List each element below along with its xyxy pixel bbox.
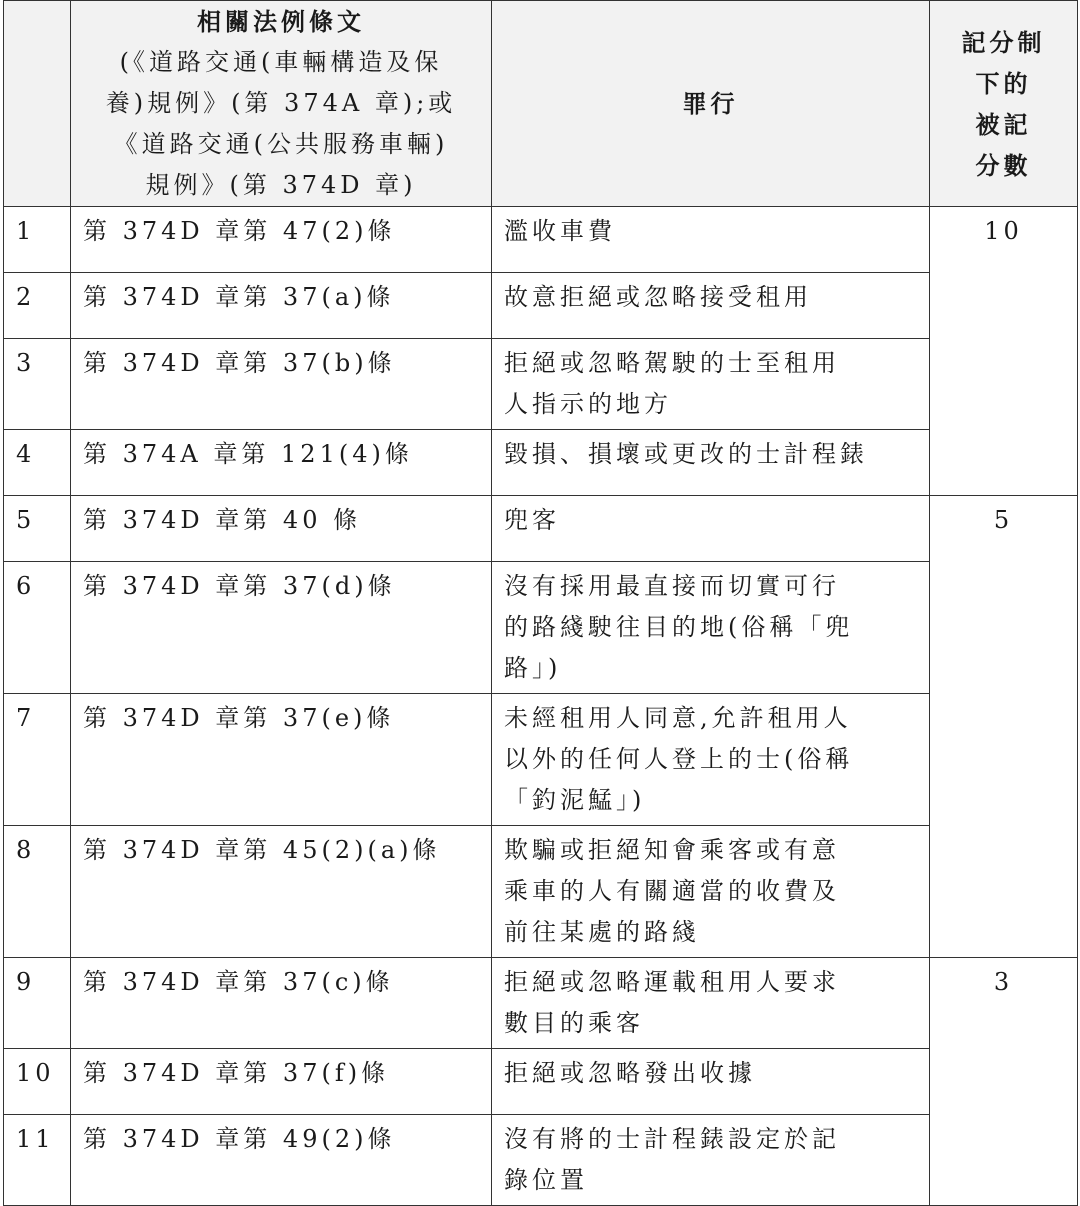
table-row [4, 826, 1078, 958]
header-points-line: 下的 [975, 68, 1032, 98]
table-body [4, 207, 1078, 1206]
offence-description [492, 1115, 930, 1206]
offence-line: 的路綫駛往目的地(俗稱「兜 [504, 613, 854, 641]
offence-description [492, 826, 930, 958]
header-points-line: 記分制 [961, 27, 1046, 57]
table-row [4, 694, 1078, 826]
row-number: 6 [4, 562, 71, 694]
offence-line: 錄位置 [504, 1166, 588, 1194]
row-number: 11 [4, 1115, 71, 1206]
row-number: 9 [4, 958, 71, 1049]
header-row [4, 1, 1078, 207]
offence-line: 欺騙或拒絕知會乘客或有意 [504, 836, 840, 864]
table-row [4, 958, 1078, 1049]
header-index [4, 1, 71, 207]
header-points-line: 分數 [975, 150, 1032, 180]
header-offence [492, 1, 930, 207]
offence-line: 沒有採用最直接而切實可行 [504, 572, 840, 600]
row-number: 3 [4, 339, 71, 430]
table-row [4, 496, 1078, 562]
offence-line: 兜客 [504, 506, 560, 534]
table-row [4, 339, 1078, 430]
row-number: 5 [4, 496, 71, 562]
row-number: 7 [4, 694, 71, 826]
row-number: 2 [4, 273, 71, 339]
law-provision: 第 374D 章第 37(d)條 [71, 562, 492, 694]
law-provision: 第 374D 章第 49(2)條 [71, 1115, 492, 1206]
table-row [4, 1049, 1078, 1115]
offence-line: 路」) [504, 654, 562, 682]
offence-line: 故意拒絕或忽略接受租用 [504, 283, 812, 311]
offence-line: 拒絕或忽略運載租用人要求 [504, 968, 840, 996]
header-law [71, 1, 492, 207]
table-row [4, 1115, 1078, 1206]
law-provision: 第 374D 章第 37(c)條 [71, 958, 492, 1049]
header-law-line: 《道路交通(公共服務車輛) [113, 130, 449, 158]
law-provision: 第 374D 章第 37(e)條 [71, 694, 492, 826]
header-law-title: 相關法例條文 [197, 7, 365, 36]
offence-line: 濫收車費 [504, 217, 616, 245]
header-points-line: 被記 [975, 109, 1032, 139]
offence-line: 「釣泥鯭」) [504, 786, 646, 814]
table-row [4, 273, 1078, 339]
law-provision: 第 374D 章第 40 條 [71, 496, 492, 562]
offence-line: 拒絕或忽略駕駛的士至租用 [504, 349, 840, 377]
demerit-points-value: 5 [930, 496, 1078, 958]
demerit-points-value: 10 [930, 207, 1078, 496]
demerit-points-table [3, 0, 1078, 1206]
table-row [4, 562, 1078, 694]
header-points [930, 1, 1078, 207]
header-offence-label: 罪行 [682, 89, 739, 118]
law-provision: 第 374A 章第 121(4)條 [71, 430, 492, 496]
law-provision: 第 374D 章第 45(2)(a)條 [71, 826, 492, 958]
demerit-points-value: 3 [930, 958, 1078, 1206]
offence-description [492, 694, 930, 826]
offence-line: 人指示的地方 [504, 390, 672, 418]
table-row [4, 207, 1078, 273]
offence-line: 拒絕或忽略發出收據 [504, 1059, 756, 1087]
offence-description [492, 430, 930, 496]
offence-description [492, 562, 930, 694]
law-provision: 第 374D 章第 47(2)條 [71, 207, 492, 273]
row-number: 10 [4, 1049, 71, 1115]
law-provision: 第 374D 章第 37(a)條 [71, 273, 492, 339]
offence-line: 沒有將的士計程錶設定於記 [504, 1125, 840, 1153]
offence-line: 毀損、損壞或更改的士計程錶 [504, 440, 868, 468]
offence-description [492, 958, 930, 1049]
header-law-line: 養)規例》(第 374A 章);或 [105, 89, 457, 117]
offence-description [492, 496, 930, 562]
offence-description [492, 273, 930, 339]
offence-line: 未經租用人同意,允許租用人 [504, 704, 852, 732]
offence-description [492, 207, 930, 273]
header-law-line: 規例》(第 374D 章) [145, 171, 417, 199]
header-law-line: (《道路交通(車輛構造及保 [119, 48, 443, 76]
offence-description [492, 339, 930, 430]
law-provision: 第 374D 章第 37(f)條 [71, 1049, 492, 1115]
row-number: 4 [4, 430, 71, 496]
table-row [4, 430, 1078, 496]
row-number: 8 [4, 826, 71, 958]
row-number: 1 [4, 207, 71, 273]
offence-line: 乘車的人有關適當的收費及 [504, 877, 840, 905]
offence-description [492, 1049, 930, 1115]
offence-line: 以外的任何人登上的士(俗稱 [504, 745, 854, 773]
offence-line: 前往某處的路綫 [504, 918, 700, 946]
law-provision: 第 374D 章第 37(b)條 [71, 339, 492, 430]
offence-line: 數目的乘客 [504, 1009, 644, 1037]
